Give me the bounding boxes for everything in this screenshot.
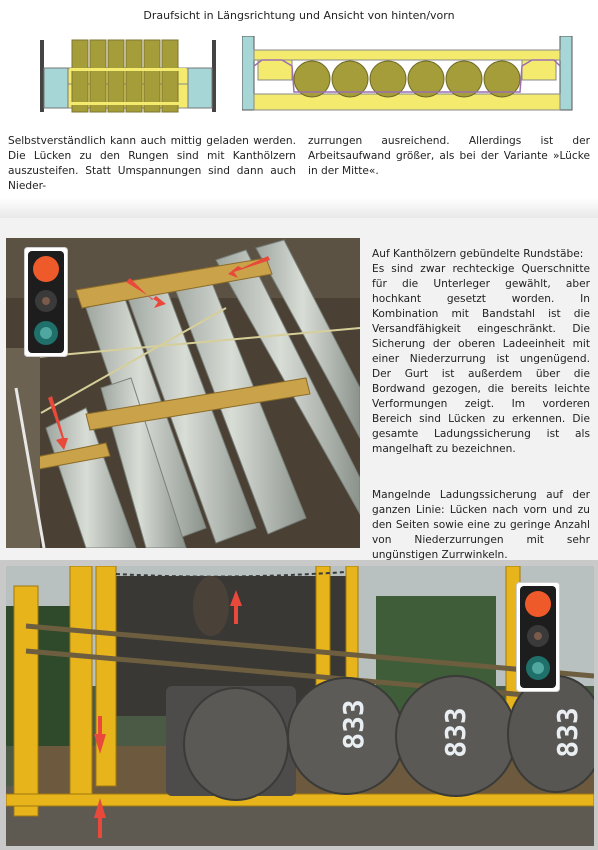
bar-marking-2: 833 (438, 707, 472, 758)
section1-body: Es sind zwar rechteckige Querschnitte für die Unterleger gewählt, aber hochkant gesetzt worden. In Kombination mit Bandstahl ist die Versandfähigkeit eingeschränkt. Die Sicherung der oberen Ladeeinheit mit einer Niederzurrung ist ungenügend. Der Gurt ist außerdem über die Bordwand gezogen, die bereits leichte Verformungen zeigt. Im vorderen Bereich sind Lücken zu erkennen. Die gesamte Ladungssicherung ist als mangelhaft zu bezeichnen. (372, 263, 590, 455)
bar-marking-3: 833 (550, 707, 584, 758)
traffic-light-icon-2 (516, 582, 560, 692)
section-divider (0, 198, 598, 218)
bar-marking-1: 833 (336, 699, 370, 750)
section2-text (372, 488, 590, 563)
traffic-light-icon (24, 247, 68, 357)
diagram-caption: Draufsicht in Längsrichtung und Ansicht von hinten/vorn (143, 9, 455, 22)
section2-body: Mangelnde Ladungssicherung auf der ganzen Linie: Lücken nach vorn und zu den Seiten sowie eine zu geringe Anzahl von Niederzurrungen mit sehr ungünstigen Zurrwinkeln. (372, 489, 590, 561)
front-view-diagram (242, 36, 574, 116)
section1-heading: Auf Kanthölzern gebündelte Rundstäbe: (372, 248, 584, 260)
intro-text-col1 (8, 134, 296, 194)
photo-truck-loading (6, 566, 594, 846)
section1-text (372, 247, 590, 457)
intro-text-col2 (308, 134, 590, 179)
intro-paragraph-1: Selbstverständlich kann auch mittig geladen werden. Die Lücken zu den Rungen sind mit Kanthölzern auszusteifen. Statt Umspannungen sind dann auch Nieder- (8, 135, 296, 192)
intro-paragraph-2: zurrungen ausreichend. Allerdings ist der Arbeitsaufwand größer, als bei der Variante »Lücke in der Mitte«. (308, 135, 590, 177)
top-view-diagram (40, 36, 216, 116)
